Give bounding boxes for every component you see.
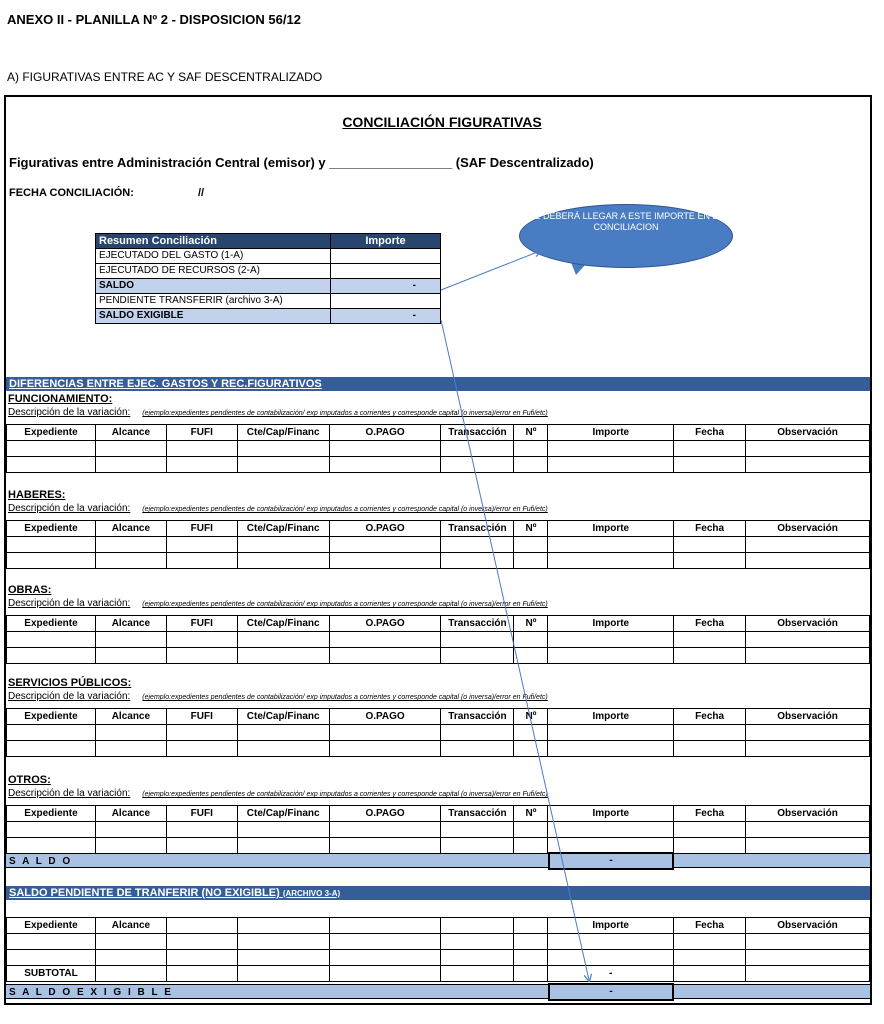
column-header: Transacción xyxy=(441,709,514,725)
desc-note: (ejemplo:expedientes pendientes de contabilización/ exp imputados a corrientes y corresponde capital (o inversa)/error en Fufi/etc) xyxy=(142,791,548,798)
saldo-exigible-value: - xyxy=(548,983,674,1001)
column-header: Nº xyxy=(514,709,548,725)
column-header: FUFI xyxy=(166,425,237,441)
col-importe: Importe xyxy=(548,918,674,934)
subtotal-value: - xyxy=(548,966,674,982)
column-header: O.PAGO xyxy=(329,806,441,822)
column-header: FUFI xyxy=(166,616,237,632)
column-header: Nº xyxy=(514,425,548,441)
column-header: Expediente xyxy=(7,806,96,822)
form-title: CONCILIACIÓN FIGURATIVAS xyxy=(342,114,542,130)
column-header: Observación xyxy=(746,425,870,441)
desc-note: (ejemplo:expedientes pendientes de contabilización/ exp imputados a corrientes y corresponde capital (o inversa)/error en Fufi/etc) xyxy=(142,601,548,608)
pendiente-title: SALDO PENDIENTE DE TRANFERIR (NO EXIGIBLE) xyxy=(9,887,280,899)
column-header: O.PAGO xyxy=(329,709,441,725)
column-header: Importe xyxy=(548,709,674,725)
page-title: ANEXO II - PLANILLA Nº 2 - DISPOSICION 56/12 xyxy=(7,12,301,27)
col-fecha: Fecha xyxy=(674,918,746,934)
desc-label: Descripción de la variación: xyxy=(8,503,131,514)
column-header: Transacción xyxy=(441,521,514,537)
pendiente-suffix: (ARCHIVO 3-A) xyxy=(282,889,341,898)
column-header: Alcance xyxy=(95,806,166,822)
column-header: Transacción xyxy=(441,806,514,822)
column-header: Importe xyxy=(548,521,674,537)
saldo-label: S A L D O xyxy=(9,856,73,867)
col-observacion: Observación xyxy=(746,918,870,934)
resumen-row-value: - xyxy=(331,279,441,294)
diferencias-band: DIFERENCIAS ENTRE EJEC. GASTOS Y REC.FIGURATIVOS xyxy=(6,377,870,391)
column-header: Observación xyxy=(746,616,870,632)
desc-note: (ejemplo:expedientes pendientes de contabilización/ exp imputados a corrientes y corresponde capital (o inversa)/error en Fufi/etc) xyxy=(142,694,548,701)
desc-label: Descripción de la variación: xyxy=(8,691,131,702)
column-header: Importe xyxy=(548,425,674,441)
column-header: Cte/Cap/Financ xyxy=(237,425,329,441)
fecha-value[interactable]: // xyxy=(198,187,205,199)
column-header: Observación xyxy=(746,521,870,537)
desc-note: (ejemplo:expedientes pendientes de contabilización/ exp imputados a corrientes y corresponde capital (o inversa)/error en Fufi/etc) xyxy=(142,410,548,417)
resumen-header-label: Resumen Conciliación xyxy=(96,234,331,249)
page-subtitle: A) FIGURATIVAS ENTRE AC Y SAF DESCENTRALIZADO xyxy=(7,70,323,84)
desc-label: Descripción de la variación: xyxy=(8,407,131,418)
column-header: Observación xyxy=(746,709,870,725)
column-header: Transacción xyxy=(441,616,514,632)
resumen-header-importe: Importe xyxy=(331,234,441,249)
figurativas-line: Figurativas entre Administración Central (emisor) y _________________ (SAF Descentralizado) xyxy=(9,155,594,170)
resumen-row-label: SALDO EXIGIBLE xyxy=(96,309,331,324)
column-header: Fecha xyxy=(674,521,746,537)
saldo-exigible-arrow xyxy=(441,320,589,980)
saldo-exigible-label: S A L D O E X I G I B L E xyxy=(9,987,173,998)
column-header: Expediente xyxy=(7,521,96,537)
column-header: Expediente xyxy=(7,709,96,725)
column-header: FUFI xyxy=(166,806,237,822)
section-title: HABERES: xyxy=(8,489,66,501)
resumen-row-label: EJECUTADO DEL GASTO (1-A) xyxy=(96,249,331,264)
section-title: FUNCIONAMIENTO: xyxy=(8,393,113,405)
desc-label: Descripción de la variación: xyxy=(8,788,131,799)
column-header: Transacción xyxy=(441,425,514,441)
saldo-value: - xyxy=(548,852,674,870)
section-title: OBRAS: xyxy=(8,584,52,596)
column-header: Cte/Cap/Financ xyxy=(237,709,329,725)
column-header: Cte/Cap/Financ xyxy=(237,806,329,822)
column-header: Observación xyxy=(746,806,870,822)
resumen-row-label: PENDIENTE TRANSFERIR (archivo 3-A) xyxy=(96,294,331,309)
subtotal-label: SUBTOTAL xyxy=(7,966,96,982)
column-header: O.PAGO xyxy=(329,616,441,632)
column-header: Fecha xyxy=(674,806,746,822)
column-header: Importe xyxy=(548,806,674,822)
desc-label: Descripción de la variación: xyxy=(8,598,131,609)
column-header: Nº xyxy=(514,521,548,537)
column-header: Alcance xyxy=(95,709,166,725)
column-header: Alcance xyxy=(95,616,166,632)
column-header: FUFI xyxy=(166,709,237,725)
column-header: Importe xyxy=(548,616,674,632)
column-header: Fecha xyxy=(674,709,746,725)
callout-arrow xyxy=(441,251,540,290)
col-expediente: Expediente xyxy=(7,918,96,934)
column-header: O.PAGO xyxy=(329,425,441,441)
resumen-row-label: SALDO xyxy=(96,279,331,294)
section-title: OTROS: xyxy=(8,774,51,786)
callout-bubble: SE DEBERÁ LLEGAR A ESTE IMPORTE EN LA CONCILIACION xyxy=(519,204,733,268)
resumen-row-value: - xyxy=(331,309,441,324)
column-header: Fecha xyxy=(674,425,746,441)
column-header: Expediente xyxy=(7,425,96,441)
column-header: O.PAGO xyxy=(329,521,441,537)
column-header: FUFI xyxy=(166,521,237,537)
column-header: Fecha xyxy=(674,616,746,632)
column-header: Alcance xyxy=(95,425,166,441)
section-title: SERVICIOS PÚBLICOS: xyxy=(8,677,132,689)
col-alcance: Alcance xyxy=(95,918,166,934)
column-header: Alcance xyxy=(95,521,166,537)
column-header: Nº xyxy=(514,806,548,822)
column-header: Nº xyxy=(514,616,548,632)
column-header: Cte/Cap/Financ xyxy=(237,616,329,632)
resumen-row-label: EJECUTADO DE RECURSOS (2-A) xyxy=(96,264,331,279)
column-header: Expediente xyxy=(7,616,96,632)
column-header: Cte/Cap/Financ xyxy=(237,521,329,537)
desc-note: (ejemplo:expedientes pendientes de contabilización/ exp imputados a corrientes y corresponde capital (o inversa)/error en Fufi/etc) xyxy=(142,506,548,513)
fecha-label: FECHA CONCILIACIÓN: xyxy=(9,187,134,199)
